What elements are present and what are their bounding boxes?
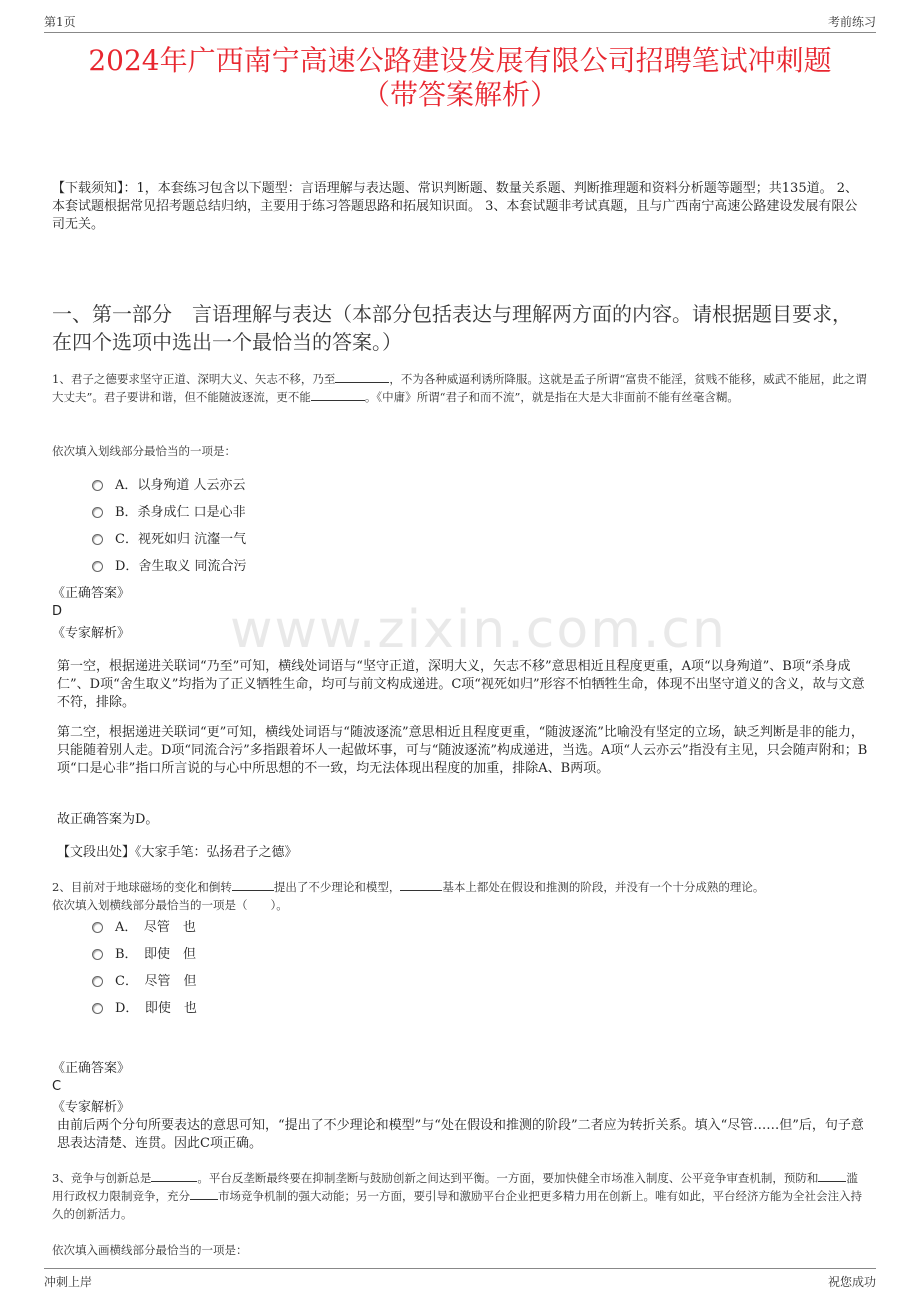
radio-icon[interactable]: [92, 480, 103, 491]
section-heading: 一、第一部分 言语理解与表达（本部分包括表达与理解两方面的内容。请根据题目要求，在四个选项中选出一个最恰当的答案。）: [52, 302, 852, 354]
q1-analysis-para-1: 第一空，根据递进关联词“乃至”可知，横线处词语与“坚守正道，深明大义，矢志不移”意思相近且程度更重，A项“以身殉道”、B项“杀身成仁”、D项“舍生取义”均指为了正义牺牲生命，均可与前文构成递进。C项“视死如归”形容不怕牺牲生命，体现不出坚守道义的含义，故与文意不符，排除。: [57, 659, 865, 710]
q1-option-d[interactable]: D．舍生取义 同流合污: [92, 558, 247, 576]
radio-icon[interactable]: [92, 949, 103, 960]
q2-option-c[interactable]: C． 尽管 但: [92, 973, 196, 991]
question-3-prompt: 依次填入画横线部分最恰当的一项是：: [52, 1243, 248, 1257]
q1-option-a[interactable]: A．以身殉道 人云亦云: [92, 477, 246, 495]
q1-answer: D: [52, 604, 63, 619]
radio-icon[interactable]: [92, 922, 103, 933]
q2-analysis-label: 《专家解析》: [52, 1100, 131, 1115]
question-1-prompt: 依次填入划线部分最恰当的一项是：: [52, 444, 236, 458]
radio-icon[interactable]: [92, 561, 103, 572]
q2-option-d[interactable]: D． 即使 也: [92, 1000, 197, 1018]
q2-answer-label: 《正确答案》: [52, 1061, 131, 1076]
q1-conclusion: 故正确答案为D。: [57, 812, 159, 827]
question-1-stem: 1、君子之德要求坚守正道、深明大义、矢志不移，乃至 ，不为各种威逼利诱所降服。这就是孟子所谓“富贵不能淫，贫贱不能移，威武不能屈，此之谓大丈夫”。君子要讲和谐，但不能随波逐流，更不能 。《中庸》所谓“君子和而不流”，就是指在大是大非面前不能有丝毫含糊。: [52, 372, 867, 404]
q1-analysis-label: 《专家解析》: [52, 626, 131, 641]
radio-icon[interactable]: [92, 976, 103, 987]
question-2-stem: 2、目前对于地球磁场的变化和倒转 提出了不少理论和模型， 基本上都处在假设和推测的阶段，并没有一个十分成熟的理论。: [52, 880, 765, 894]
question-3-stem: 3、竞争与创新总是 。平台反垄断最终要在抑制垄断与鼓励创新之间达到平衡。一方面，要加快健全市场准入制度、公平竞争审查机制，预防和 滥用行政权力限制竞争，充分 市场竞争机制的强大动能；另一方面，要引导和激励平台企业把更多精力用在创新上。唯有如此，平台经济方能为全社会注入持久的创新活力。: [52, 1171, 862, 1221]
watermark: www.zixin.com.cn: [230, 600, 727, 660]
q1-option-c[interactable]: C．视死如归 沆瀣一气: [92, 531, 246, 549]
radio-icon[interactable]: [92, 507, 103, 518]
q1-source: 【文段出处】《大家手笔：弘扬君子之德》: [57, 845, 298, 860]
download-notice: 【下载须知】：1，本套练习包含以下题型：言语理解与表达题、常识判断题、数量关系题、判断推理题和资料分析题等题型；共135道。 2、本套试题根据常见招考题总结归纳，主要用于练习答题思路和拓展知识面。 3、本套试题非考试真题，且与广西南宁高速公路建设发展有限公司无关。: [52, 181, 858, 232]
q1-answer-label: 《正确答案》: [52, 586, 131, 601]
radio-icon[interactable]: [92, 1003, 103, 1014]
title-line-2: （带答案解析）: [361, 78, 558, 111]
q2-analysis-para-1: 由前后两个分句所要表达的意思可知，“提出了不少理论和模型”与“处在假设和推测的阶段”二者应为转折关系。填入“尽管……但”后，句子意思表达清楚、连贯。因此C项正确。: [57, 1118, 864, 1151]
page-header: [44, 10, 876, 33]
title-line-1: 2024年广西南宁高速公路建设发展有限公司招聘笔试冲刺题: [88, 44, 832, 77]
q2-option-b[interactable]: B． 即使 但: [92, 946, 196, 964]
q2-option-a[interactable]: A． 尽管 也: [92, 919, 196, 937]
document-title: [40, 44, 880, 112]
question-2-prompt: 依次填入划横线部分最恰当的一项是（ ）。: [52, 898, 288, 912]
header-label: 考前练习: [827, 15, 876, 29]
footer-left: 冲刺上岸: [44, 1275, 93, 1289]
q2-answer: C: [52, 1079, 62, 1094]
q1-option-b[interactable]: B．杀身成仁 口是心非: [92, 504, 246, 522]
radio-icon[interactable]: [92, 534, 103, 545]
page-number: 第1页: [44, 15, 76, 29]
page-footer: [44, 1268, 876, 1293]
footer-right: 祝您成功: [827, 1275, 876, 1289]
q1-analysis-para-2: 第二空，根据递进关联词“更”可知，横线处词语与“随波逐流”意思相近且程度更重，“随波逐流”比喻没有坚定的立场，缺乏判断是非的能力，只能随着别人走。D项“同流合污”多指跟着坏人一起做坏事，可与“随波逐流”构成递进，当选。A项“人云亦云”指没有主见，只会随声附和；B项“口是心非”指口所言说的与心中所思想的不一致，均无法体现出程度的加重，排除A、B两项。: [57, 725, 868, 776]
